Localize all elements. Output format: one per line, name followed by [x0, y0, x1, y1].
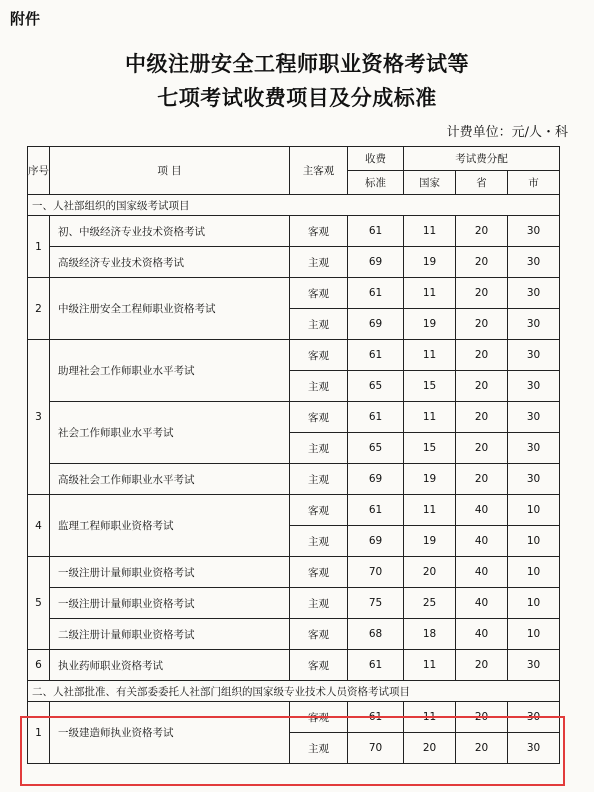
- project-name: 高级经济专业技术资格考试: [50, 247, 290, 278]
- city-cell: 30: [508, 464, 560, 495]
- nat-cell: 19: [404, 309, 456, 340]
- prov-cell: 20: [456, 433, 508, 464]
- prov-cell: 20: [456, 702, 508, 733]
- table-row: [28, 216, 560, 247]
- std-cell: 61: [348, 216, 404, 247]
- std-cell: 69: [348, 247, 404, 278]
- seq-cell: 2: [28, 278, 50, 340]
- std-cell: 61: [348, 702, 404, 733]
- project-name: 一级注册计量师职业资格考试: [50, 588, 290, 619]
- nat-cell: 11: [404, 495, 456, 526]
- prov-cell: 40: [456, 526, 508, 557]
- std-cell: 61: [348, 495, 404, 526]
- seq-cell: 6: [28, 650, 50, 681]
- fee-table: [27, 146, 560, 764]
- city-cell: 30: [508, 702, 560, 733]
- prov-cell: 40: [456, 557, 508, 588]
- seq-cell: 5: [28, 557, 50, 650]
- type-cell: 客观: [290, 557, 348, 588]
- nat-cell: 19: [404, 464, 456, 495]
- prov-cell: 20: [456, 340, 508, 371]
- header-province: 省: [456, 171, 508, 195]
- prov-cell: 40: [456, 619, 508, 650]
- billing-unit: 计费单位：元/人・科: [446, 125, 568, 140]
- project-name: 一级建造师执业资格考试: [50, 702, 290, 764]
- std-cell: 65: [348, 371, 404, 402]
- type-cell: 主观: [290, 588, 348, 619]
- city-cell: 10: [508, 588, 560, 619]
- type-cell: 客观: [290, 619, 348, 650]
- section-title: 二、人社部批准、有关部委委托人社部门组织的国家级专业技术人员资格考试项目: [28, 681, 560, 702]
- project-name: 一级注册计量师职业资格考试: [50, 557, 290, 588]
- type-cell: 主观: [290, 733, 348, 764]
- type-cell: 主观: [290, 464, 348, 495]
- std-cell: 69: [348, 464, 404, 495]
- header-city: 市: [508, 171, 560, 195]
- header-seq: 序号: [28, 147, 50, 195]
- std-cell: 61: [348, 650, 404, 681]
- table-row: [28, 402, 560, 433]
- prov-cell: 40: [456, 588, 508, 619]
- city-cell: 30: [508, 733, 560, 764]
- nat-cell: 11: [404, 216, 456, 247]
- type-cell: 主观: [290, 309, 348, 340]
- prov-cell: 20: [456, 216, 508, 247]
- nat-cell: 20: [404, 733, 456, 764]
- nat-cell: 20: [404, 557, 456, 588]
- prov-cell: 40: [456, 495, 508, 526]
- city-cell: 30: [508, 309, 560, 340]
- project-name: 高级社会工作师职业水平考试: [50, 464, 290, 495]
- std-cell: 65: [348, 433, 404, 464]
- project-name: 执业药师职业资格考试: [50, 650, 290, 681]
- city-cell: 30: [508, 278, 560, 309]
- attachment-label: 附件: [10, 10, 41, 28]
- project-name: 二级注册计量师职业资格考试: [50, 619, 290, 650]
- seq-cell: 1: [28, 216, 50, 278]
- project-name: 中级注册安全工程师职业资格考试: [50, 278, 290, 340]
- prov-cell: 20: [456, 402, 508, 433]
- document-title-line2: 七项考试收费项目及分成标准: [157, 85, 437, 110]
- nat-cell: 11: [404, 402, 456, 433]
- type-cell: 客观: [290, 495, 348, 526]
- std-cell: 68: [348, 619, 404, 650]
- nat-cell: 19: [404, 526, 456, 557]
- document-title-line1: 中级注册安全工程师职业资格考试等: [125, 51, 469, 76]
- type-cell: 主观: [290, 371, 348, 402]
- header-fee: 收费: [348, 147, 404, 171]
- city-cell: 30: [508, 433, 560, 464]
- table-row: [28, 247, 560, 278]
- type-cell: 客观: [290, 702, 348, 733]
- city-cell: 30: [508, 402, 560, 433]
- std-cell: 61: [348, 278, 404, 309]
- type-cell: 客观: [290, 340, 348, 371]
- project-name: 助理社会工作师职业水平考试: [50, 340, 290, 402]
- city-cell: 10: [508, 526, 560, 557]
- std-cell: 70: [348, 733, 404, 764]
- table-row: [28, 278, 560, 309]
- table-row: [28, 495, 560, 526]
- project-name: 监理工程师职业资格考试: [50, 495, 290, 557]
- prov-cell: 20: [456, 371, 508, 402]
- seq-cell: 3: [28, 340, 50, 495]
- nat-cell: 11: [404, 650, 456, 681]
- table-row: [28, 557, 560, 588]
- type-cell: 主观: [290, 526, 348, 557]
- std-cell: 69: [348, 526, 404, 557]
- city-cell: 10: [508, 619, 560, 650]
- type-cell: 主观: [290, 247, 348, 278]
- type-cell: 客观: [290, 402, 348, 433]
- nat-cell: 11: [404, 702, 456, 733]
- std-cell: 61: [348, 340, 404, 371]
- header-national: 国家: [404, 171, 456, 195]
- seq-cell: 4: [28, 495, 50, 557]
- header-standard: 标准: [348, 171, 404, 195]
- nat-cell: 25: [404, 588, 456, 619]
- type-cell: 客观: [290, 278, 348, 309]
- city-cell: 30: [508, 247, 560, 278]
- nat-cell: 15: [404, 371, 456, 402]
- type-cell: 客观: [290, 650, 348, 681]
- highlight-box: [20, 716, 565, 786]
- nat-cell: 11: [404, 340, 456, 371]
- table-row: [28, 650, 560, 681]
- std-cell: 61: [348, 402, 404, 433]
- table-row: [28, 464, 560, 495]
- prov-cell: 20: [456, 733, 508, 764]
- section-title: 一、人社部组织的国家级考试项目: [28, 195, 560, 216]
- project-name: 初、中级经济专业技术资格考试: [50, 216, 290, 247]
- table-row: [28, 619, 560, 650]
- nat-cell: 18: [404, 619, 456, 650]
- city-cell: 30: [508, 216, 560, 247]
- prov-cell: 20: [456, 247, 508, 278]
- header-distribution: 考试费分配: [404, 147, 560, 171]
- nat-cell: 19: [404, 247, 456, 278]
- header-project: 项 目: [50, 147, 290, 195]
- prov-cell: 20: [456, 650, 508, 681]
- prov-cell: 20: [456, 464, 508, 495]
- city-cell: 30: [508, 650, 560, 681]
- table-row: [28, 340, 560, 371]
- city-cell: 30: [508, 371, 560, 402]
- prov-cell: 20: [456, 278, 508, 309]
- nat-cell: 15: [404, 433, 456, 464]
- prov-cell: 20: [456, 309, 508, 340]
- nat-cell: 11: [404, 278, 456, 309]
- project-name: 社会工作师职业水平考试: [50, 402, 290, 464]
- type-cell: 主观: [290, 433, 348, 464]
- std-cell: 69: [348, 309, 404, 340]
- std-cell: 70: [348, 557, 404, 588]
- city-cell: 30: [508, 340, 560, 371]
- city-cell: 10: [508, 495, 560, 526]
- header-type: 主客观: [290, 147, 348, 195]
- type-cell: 客观: [290, 216, 348, 247]
- std-cell: 75: [348, 588, 404, 619]
- city-cell: 10: [508, 557, 560, 588]
- seq-cell: 1: [28, 702, 50, 764]
- table-row: [28, 588, 560, 619]
